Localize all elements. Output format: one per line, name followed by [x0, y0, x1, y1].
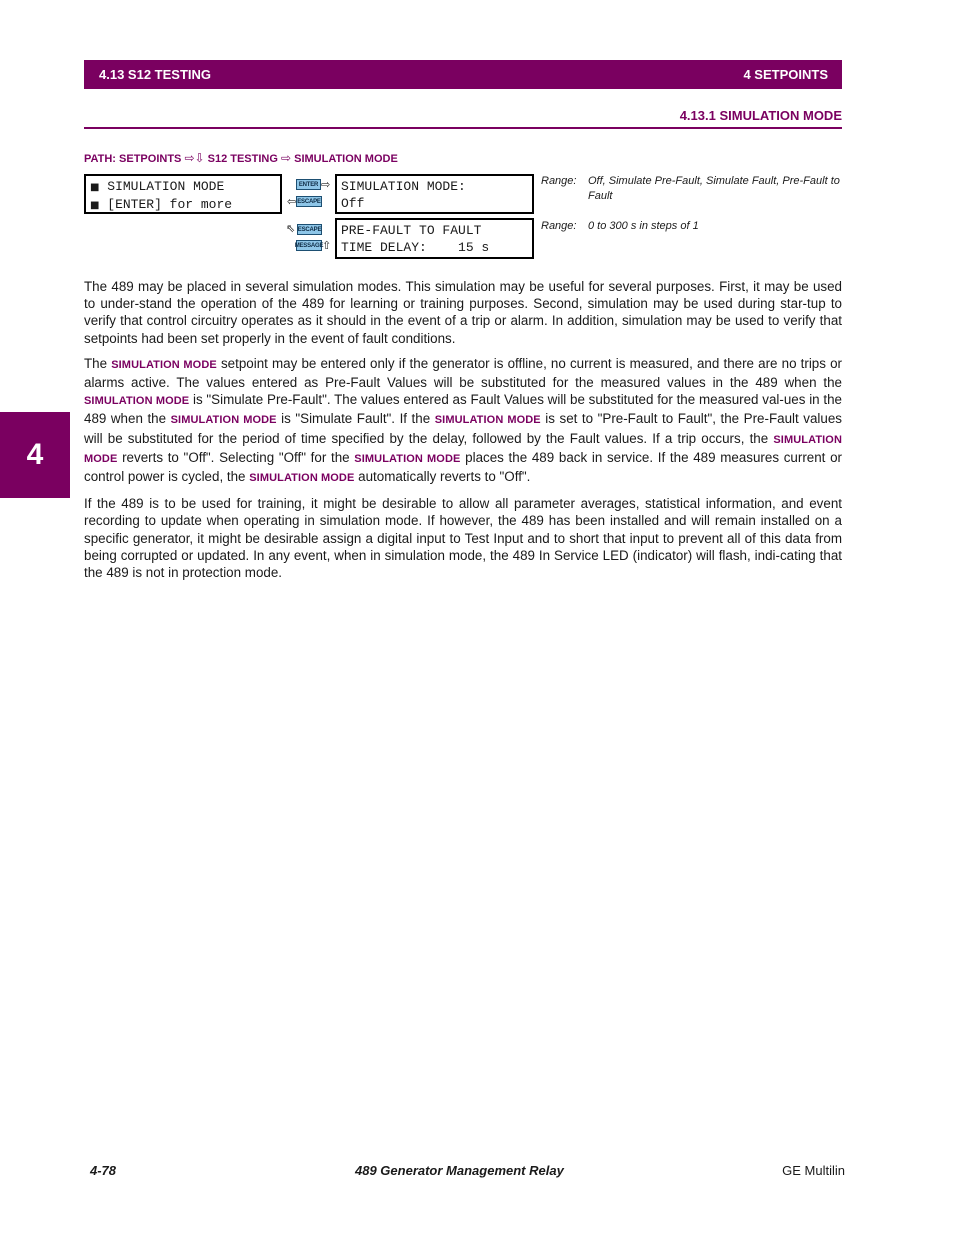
company-name: GE Multilin [782, 1163, 845, 1178]
setpoint-name: SIMULATION MODE [354, 452, 461, 465]
path-step-s12-testing: S12 TESTING [207, 153, 278, 165]
chapter-tab: 4 [0, 412, 70, 498]
text-run: places the 489 back in service. If the 489 measures current or control power is cycled, the [84, 449, 842, 485]
setpoint-name: SIMULATION MODE [434, 414, 541, 427]
bullet-square-icon: ■ [90, 200, 100, 211]
path-step-simulation-mode: SIMULATION MODE [294, 153, 398, 165]
paragraph-3: If the 489 is to be used for training, it might be desirable to allow all parameter averages, statistical information, and event recording to update when operating in simulation mode. If however, the 489 has been installed and will remain installed on a specific generator, it might be desirable assign a digital input to Test Input and to short that input to prevent all of this data from being corrupted or updated. In any event, when in simulation mode, the 489 In Service LED (indicator) will flash, indi-cating that the 489 is not in protection mode. [84, 496, 842, 581]
menu-line-2: [ENTER] for more [107, 197, 233, 212]
text-run: is set to "Pre-Fault to Fault", the Pre-Fault values will be substituted for the period of time specified by the delay, followed by the Fault values. If a trip occurs, the [84, 411, 842, 446]
simulation-mode-display [335, 174, 534, 214]
range-value: Off, Simulate Pre-Fault, Simulate Fault, Pre-Fault to Fault [588, 175, 840, 202]
setpoint-path [84, 151, 398, 165]
text-run: reverts to "Off". Selecting "Off" for the [117, 449, 355, 465]
range-label: Range: [541, 175, 577, 187]
subsection-title: 4.13.1 SIMULATION MODE [679, 108, 842, 123]
menu-line-1: SIMULATION MODE [107, 179, 225, 194]
setpoint-name: SIMULATION MODE [84, 433, 842, 465]
arrow-down-icon: ⇩ [194, 151, 205, 165]
enter-key-icon: ENTER [296, 179, 321, 190]
body-text [84, 278, 842, 589]
text-run: automatically reverts to "Off". [354, 469, 531, 485]
arrow-right-icon: ⇨ [280, 151, 292, 165]
message-key-icon: MESSAGE [296, 240, 322, 251]
setpoint-name: SIMULATION MODE [170, 414, 277, 427]
range-label: Range: [541, 220, 577, 232]
text-run: is "Simulate Fault". If the [276, 411, 435, 427]
prefault-delay-display [335, 218, 534, 259]
arrow-left-icon: ⇦ [287, 195, 297, 208]
setpoint-name: SIMULATION MODE [84, 395, 190, 408]
paragraph-2 [84, 355, 842, 487]
section-title: 4.13 S12 TESTING [99, 67, 211, 82]
setpoint1-line-2: Off [341, 196, 365, 211]
path-label: PATH: SETPOINTS [84, 153, 182, 165]
paragraph-1: The 489 may be placed in several simulation modes. This simulation may be useful for several purposes. First, it may be used to under-stand the operation of the 489 for learning or training purposes. Second, simulation may be used during star-tup to verify that control circuitry operates as it should in the event of a trip or alarm. In addition, simulation may be used to verify that setpoints had been set properly in the event of fault conditions. [84, 279, 842, 346]
text-run: is "Simulate Pre-Fault". The values entered as Fault Values will be substituted for the measured val-ues in the 489 when the [84, 392, 842, 427]
setpoint2-line-1: PRE-FAULT TO FAULT [341, 223, 482, 238]
text-run: setpoint may be entered only if the generator is offline, no current is measured, and there are no trips or alarms active. The values entered as Pre-Fault Values will be substituted for the measured values in the 489 when the [84, 355, 842, 391]
setpoint-name: SIMULATION MODE [249, 472, 355, 485]
setpoint1-line-1: SIMULATION MODE: [341, 179, 466, 194]
manual-title: 489 Generator Management Relay [355, 1163, 564, 1178]
menu-display-box [84, 174, 282, 214]
text-run: The [84, 355, 112, 371]
range-value: 0 to 300 s in steps of 1 [588, 220, 699, 232]
page-number: 4-78 [90, 1163, 117, 1178]
arrow-right-icon: ⇨ [321, 178, 331, 191]
arrow-up-left-icon: ⇖ [286, 222, 296, 235]
chapter-title: 4 SETPOINTS [743, 67, 828, 82]
section-rule [84, 127, 842, 129]
arrow-up-icon: ⇧ [322, 239, 332, 252]
bullet-square-icon: ■ [90, 182, 100, 193]
header-bar [84, 60, 842, 89]
escape-key-icon: ESCAPE [296, 196, 322, 207]
arrow-right-icon: ⇨ [184, 151, 195, 165]
escape-key-icon: ESCAPE [297, 224, 322, 235]
setpoint2-line-2: TIME DELAY: 15 s [341, 240, 490, 255]
setpoint-name: SIMULATION MODE [111, 358, 217, 371]
